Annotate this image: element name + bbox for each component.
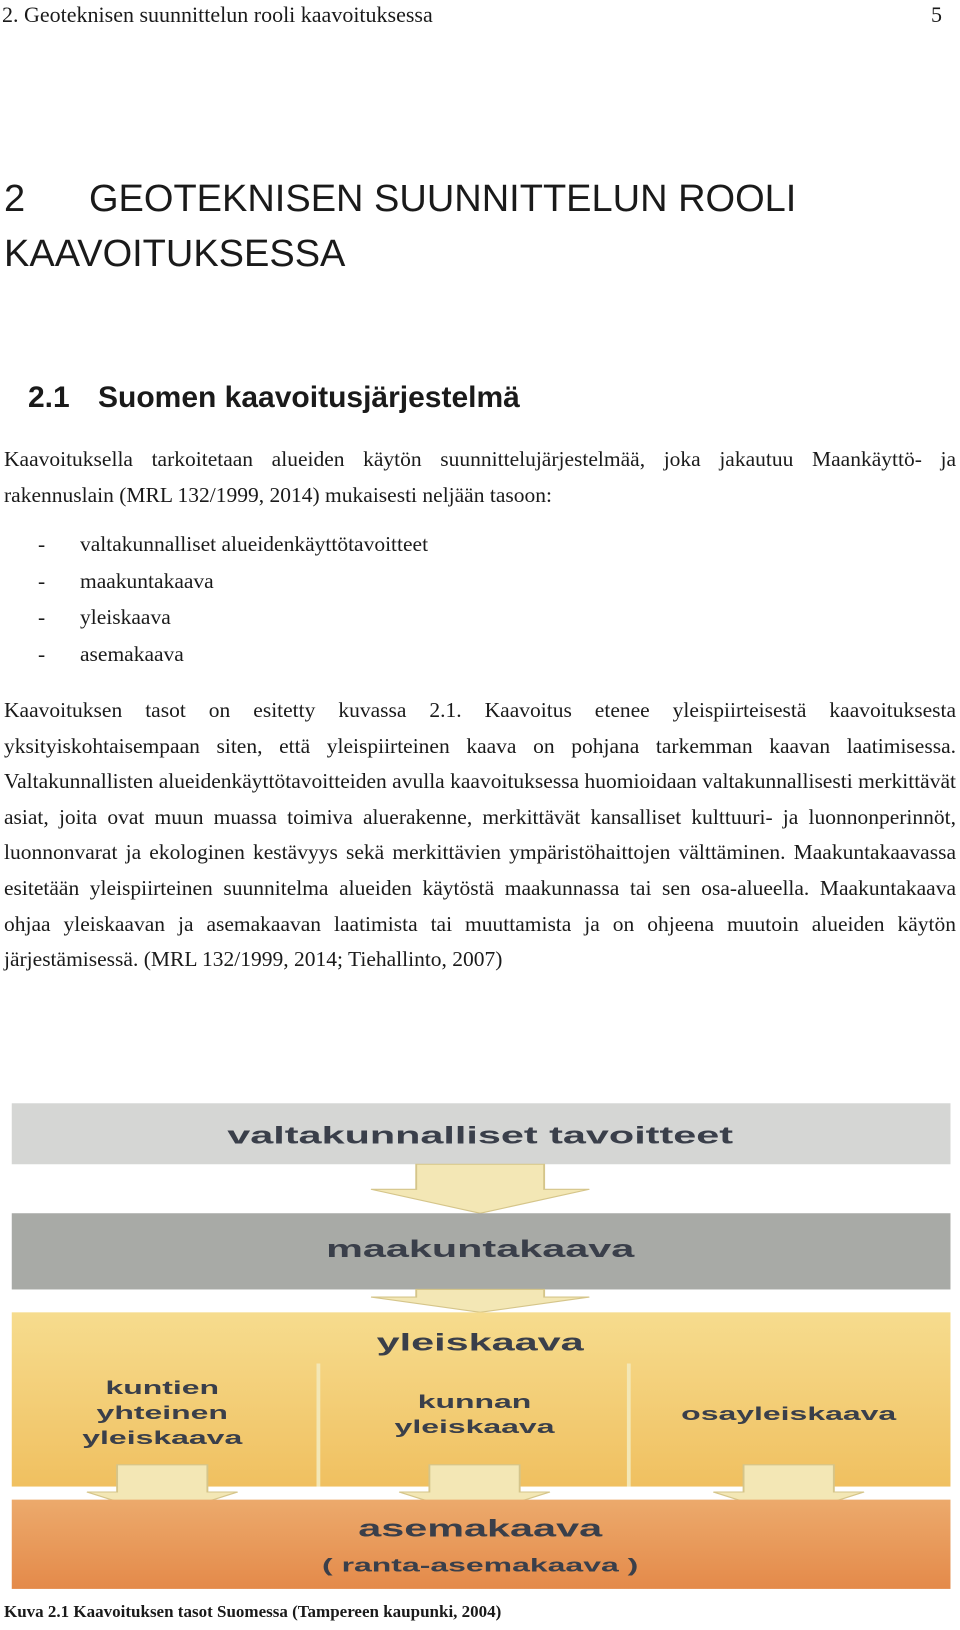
master-plan-label: yleiskaava (376, 1329, 584, 1357)
planning-levels-list (38, 526, 428, 672)
list-item-text: asemakaava (80, 641, 184, 666)
section-number: 2.1 (28, 381, 70, 414)
national-goals-label: valtakunnalliset tavoitteet (227, 1122, 734, 1150)
joint-master-plan-label-line: yleiskaava (82, 1427, 243, 1449)
shore-plan-label: ( ranta-asemakaava ) (322, 1554, 639, 1576)
list-item-text: valtakunnalliset alueidenkäyttötavoitteet (80, 532, 429, 556)
running-header-title: 2. Geoteknisen suunnittelun rooli kaavoituksessa (2, 2, 433, 27)
chapter-heading (4, 172, 924, 282)
planning-hierarchy-figure (8, 1100, 958, 1590)
list-item (38, 563, 428, 600)
section-title: Suomen kaavoitusjärjestelmä (98, 381, 520, 414)
page-number: 5 (931, 2, 942, 27)
running-header (0, 0, 950, 30)
list-dash: - (38, 568, 46, 593)
planning-hierarchy-diagram (8, 1100, 958, 1590)
list-dash: - (38, 605, 46, 629)
list-item (38, 636, 428, 673)
municipal-master-plan-label-line: kunnan (417, 1391, 532, 1413)
figure-caption: Kuva 2.1 Kaavoituksen tasot Suomessa (Tampereen kaupunki, 2004) (4, 1602, 502, 1621)
list-dash: - (38, 641, 46, 666)
list-item (38, 526, 428, 563)
list-dash: - (38, 532, 46, 556)
intro-paragraph: Kaavoituksella tarkoitetaan alueiden käytön suunnittelujärjestelmää, joka jakautuu Maankäyttö- ja rakennuslain (MRL 132/1999, 2014) mukaisesti neljään tasoon: (4, 447, 956, 507)
municipal-master-plan-label-line: yleiskaava (394, 1416, 555, 1438)
joint-master-plan-label-line: yhteinen (96, 1402, 228, 1424)
regional-plan-label: maakuntakaava (326, 1235, 635, 1263)
down-arrow-icon (371, 1289, 589, 1312)
local-plan-label: asemakaava (358, 1515, 603, 1543)
list-item-text: maakuntakaava (80, 568, 214, 593)
chapter-number: 2 (4, 178, 26, 220)
list-item (38, 599, 428, 636)
list-item-text: yleiskaava (80, 605, 171, 629)
partial-master-plan-label: osayleiskaava (681, 1403, 897, 1425)
down-arrow-icon (371, 1164, 589, 1213)
section-heading (28, 378, 520, 418)
chapter-title: GEOTEKNISEN SUUNNITTELUN ROOLI KAAVOITUKSESSA (4, 178, 797, 275)
joint-master-plan-label-line: kuntien (105, 1376, 220, 1399)
body-paragraph: Kaavoituksen tasot on esitetty kuvassa 2.1. Kaavoitus etenee yleispiirteisestä kaavoituksesta yksityiskohtaisempaan siten, että yleispiirteinen kaava on pohjana tarkemman kaavan laatimisessa. Valtakunnallisten alueidenkäyttötavoitteiden avulla kaavoituksessa huomioidaan valtakunnallisesti merkittävät asiat, joita ovat muun muassa toimiva aluerakenne, merkittävät kansalliset kulttuuri- ja luonnonperinnöt, luonnonvarat ja ekologinen kestävyys sekä merkittävien ympäristöhaittojen välttäminen. Maakuntakaavassa esitetään yleispiirteinen suunnitelma alueiden käytöstä maakunnassa tai sen osa-alueella. Maakuntakaava ohjaa yleiskaavan ja asemakaavan laatimista tai muuttamista ja on ohjeena muutoin alueiden käytön järjestämisessä. (MRL 132/1999, 2014; Tiehallinto, 2007) (4, 698, 956, 972)
